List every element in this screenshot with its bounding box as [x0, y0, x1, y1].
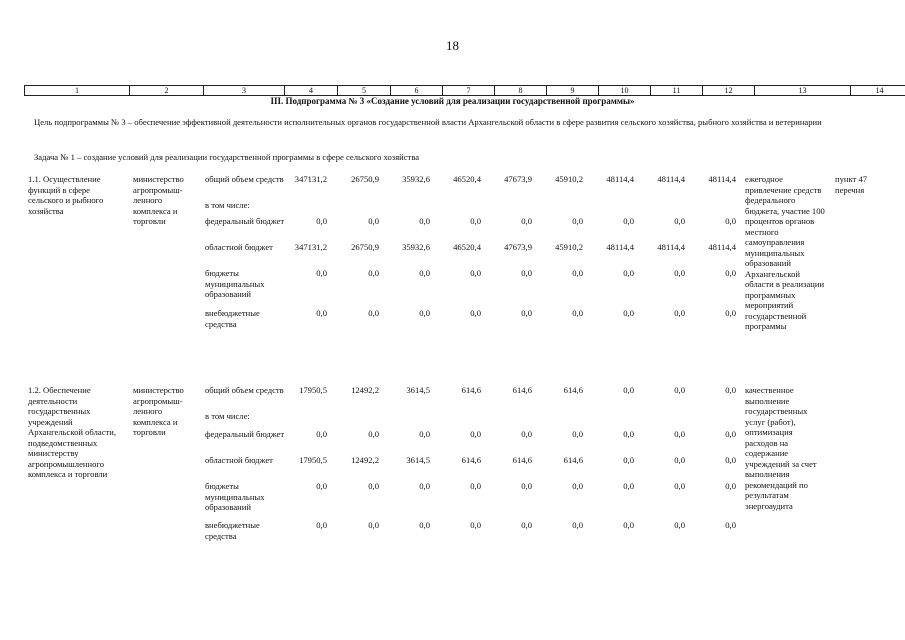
page-number: 18: [446, 38, 459, 53]
row1-total-val: 45910,2: [555, 174, 583, 184]
row1-municipal-val: 0,0: [674, 268, 685, 278]
row2-regional-val: 0,0: [623, 455, 634, 465]
row1-federal-val: 0,0: [521, 216, 532, 226]
row2-federal-val: 0,0: [521, 429, 532, 439]
row2-municipal-val: 0,0: [470, 481, 481, 491]
row2-federal-val: 0,0: [674, 429, 685, 439]
row1-total-val: 347131,2: [294, 174, 327, 184]
row2-source-regional-label: областной бюджет: [205, 455, 273, 465]
row1-extrabudget-val: 0,0: [572, 308, 583, 318]
col-6: 6: [391, 86, 443, 96]
row2-total-val: 614,6: [461, 385, 481, 395]
col-8: 8: [495, 86, 547, 96]
row1-source-federal-label: федеральный бюджет: [205, 216, 285, 226]
row1-federal-val: 0,0: [419, 216, 430, 226]
row1-federal-val: 0,0: [725, 216, 736, 226]
row1-result: ежегодное привлечение средств федерального бюджета, участие 100 процентов органов местного самоуправления муниципальных образований Архангельской области в реализации программных мероприятий государственной программы: [745, 174, 825, 331]
row1-extrabudget-val: 0,0: [674, 308, 685, 318]
row2-federal-val: 0,0: [572, 429, 583, 439]
col-14: 14: [851, 86, 905, 96]
row1-regional-val: 46520,4: [453, 242, 481, 252]
col-12: 12: [703, 86, 755, 96]
row2-regional-val: 614,6: [563, 455, 583, 465]
row1-extrabudget-val: 0,0: [623, 308, 634, 318]
row1-total-val: 48114,4: [657, 174, 685, 184]
row1-source-regional-label: областной бюджет: [205, 242, 273, 252]
row1-extrabudget-val: 0,0: [521, 308, 532, 318]
col-2: 2: [130, 86, 204, 96]
row2-extrabudget-val: 0,0: [368, 520, 379, 530]
row1-municipal-val: 0,0: [316, 268, 327, 278]
row2-municipal-val: 0,0: [725, 481, 736, 491]
row1-regional-val: 48114,4: [708, 242, 736, 252]
row1-regional-val: 26750,9: [351, 242, 379, 252]
row2-regional-val: 614,6: [461, 455, 481, 465]
row1-municipal-val: 0,0: [368, 268, 379, 278]
row1-extrabudget-val: 0,0: [316, 308, 327, 318]
row1-federal-val: 0,0: [470, 216, 481, 226]
row2-federal-val: 0,0: [623, 429, 634, 439]
row1-federal-val: 0,0: [623, 216, 634, 226]
row1-regional-val: 45910,2: [555, 242, 583, 252]
row1-federal-val: 0,0: [316, 216, 327, 226]
row1-source-extrabudget-label: внебюджетные средства: [205, 308, 260, 329]
row2-federal-val: 0,0: [470, 429, 481, 439]
row2-extrabudget-val: 0,0: [623, 520, 634, 530]
row2-federal-val: 0,0: [725, 429, 736, 439]
row1-regional-val: 35932,6: [402, 242, 430, 252]
row2-municipal-val: 0,0: [316, 481, 327, 491]
row2-regional-val: 0,0: [674, 455, 685, 465]
row2-result: качественное выполнение государственных услуг (работ), оптимизация расходов на содержание учреждений за счет выполнения рекомендаций по результатам энергоаудита: [745, 385, 817, 511]
row2-source-total-label: общий объем средств: [205, 385, 284, 395]
row2-total-val: 0,0: [623, 385, 634, 395]
row2-name: 1.2. Обеспечение деятельности государственных учреждений Архангельской области, подведомственных министерству агропромышленного комплекса и торговли: [28, 385, 117, 479]
row2-extrabudget-val: 0,0: [572, 520, 583, 530]
row1-federal-val: 0,0: [674, 216, 685, 226]
row1-source-total-label: общий объем средств: [205, 174, 284, 184]
col-4: 4: [285, 86, 338, 96]
row1-municipal-val: 0,0: [623, 268, 634, 278]
row1-federal-val: 0,0: [368, 216, 379, 226]
row1-municipal-val: 0,0: [725, 268, 736, 278]
row2-municipal-val: 0,0: [674, 481, 685, 491]
row1-regional-val: 347131,2: [294, 242, 327, 252]
row2-municipal-val: 0,0: [521, 481, 532, 491]
row1-extrabudget-val: 0,0: [725, 308, 736, 318]
row1-regional-val: 48114,4: [606, 242, 634, 252]
row1-extrabudget-val: 0,0: [419, 308, 430, 318]
row2-total-val: 12492,2: [351, 385, 379, 395]
row2-total-val: 3614,5: [406, 385, 430, 395]
goal-text: Цель подпрограммы № 3 – обеспечение эффективной деятельности исполнительных органов государственной власти Архангельской области в сфере развития сельского хозяйства, рыбного хозяйства и ветеринарии: [34, 117, 822, 127]
row1-source-including-label: в том числе:: [205, 200, 250, 210]
row2-extrabudget-val: 0,0: [316, 520, 327, 530]
row2-regional-val: 0,0: [725, 455, 736, 465]
row2-executor: министерство агропромыш-ленного комплекса и торговли: [133, 385, 184, 437]
row1-name: 1.1. Осуществление функций в сфере сельского и рыбного хозяйства: [28, 174, 104, 216]
row1-municipal-val: 0,0: [419, 268, 430, 278]
row2-extrabudget-val: 0,0: [470, 520, 481, 530]
row1-executor: министерство агропромыш-ленного комплекса и торговли: [133, 174, 184, 226]
row1-total-val: 48114,4: [708, 174, 736, 184]
row1-total-val: 35932,6: [402, 174, 430, 184]
row2-federal-val: 0,0: [316, 429, 327, 439]
row2-total-val: 0,0: [725, 385, 736, 395]
row2-total-val: 614,6: [512, 385, 532, 395]
row2-municipal-val: 0,0: [419, 481, 430, 491]
col-13: 13: [755, 86, 851, 96]
row2-total-val: 614,6: [563, 385, 583, 395]
row1-total-val: 47673,9: [504, 174, 532, 184]
col-10: 10: [599, 86, 651, 96]
row2-extrabudget-val: 0,0: [419, 520, 430, 530]
col-5: 5: [338, 86, 391, 96]
row1-link: пункт 47 перечня: [835, 174, 868, 195]
row2-source-municipal-label: бюджеты муниципальных образований: [205, 481, 265, 512]
row2-municipal-val: 0,0: [368, 481, 379, 491]
row2-extrabudget-val: 0,0: [521, 520, 532, 530]
col-1: 1: [25, 86, 130, 96]
col-11: 11: [651, 86, 703, 96]
row2-source-federal-label: федеральный бюджет: [205, 429, 285, 439]
row2-regional-val: 614,6: [512, 455, 532, 465]
col-9: 9: [547, 86, 599, 96]
row1-total-val: 26750,9: [351, 174, 379, 184]
row2-regional-val: 3614,5: [406, 455, 430, 465]
row2-municipal-val: 0,0: [572, 481, 583, 491]
row1-regional-val: 47673,9: [504, 242, 532, 252]
row2-regional-val: 17950,5: [299, 455, 327, 465]
row1-municipal-val: 0,0: [470, 268, 481, 278]
row2-source-including-label: в том числе:: [205, 411, 250, 421]
row2-total-val: 17950,5: [299, 385, 327, 395]
row1-municipal-val: 0,0: [572, 268, 583, 278]
row1-source-municipal-label: бюджеты муниципальных образований: [205, 268, 265, 299]
row2-extrabudget-val: 0,0: [725, 520, 736, 530]
row1-federal-val: 0,0: [572, 216, 583, 226]
row1-extrabudget-val: 0,0: [470, 308, 481, 318]
column-number-header: [24, 85, 905, 96]
row2-federal-val: 0,0: [368, 429, 379, 439]
row1-total-val: 48114,4: [606, 174, 634, 184]
col-7: 7: [443, 86, 495, 96]
section-title: III. Подпрограмма № 3 «Создание условий для реализации государственной программы»: [270, 96, 635, 106]
row1-regional-val: 48114,4: [657, 242, 685, 252]
row1-municipal-val: 0,0: [521, 268, 532, 278]
row2-source-extrabudget-label: внебюджетные средства: [205, 520, 260, 541]
row2-regional-val: 12492,2: [351, 455, 379, 465]
row2-municipal-val: 0,0: [623, 481, 634, 491]
row1-extrabudget-val: 0,0: [368, 308, 379, 318]
row2-federal-val: 0,0: [419, 429, 430, 439]
row2-extrabudget-val: 0,0: [674, 520, 685, 530]
col-3: 3: [204, 86, 285, 96]
task-text: Задача № 1 – создание условий для реализации государственной программы в сфере сельского хозяйства: [34, 152, 420, 162]
row2-total-val: 0,0: [674, 385, 685, 395]
row1-total-val: 46520,4: [453, 174, 481, 184]
